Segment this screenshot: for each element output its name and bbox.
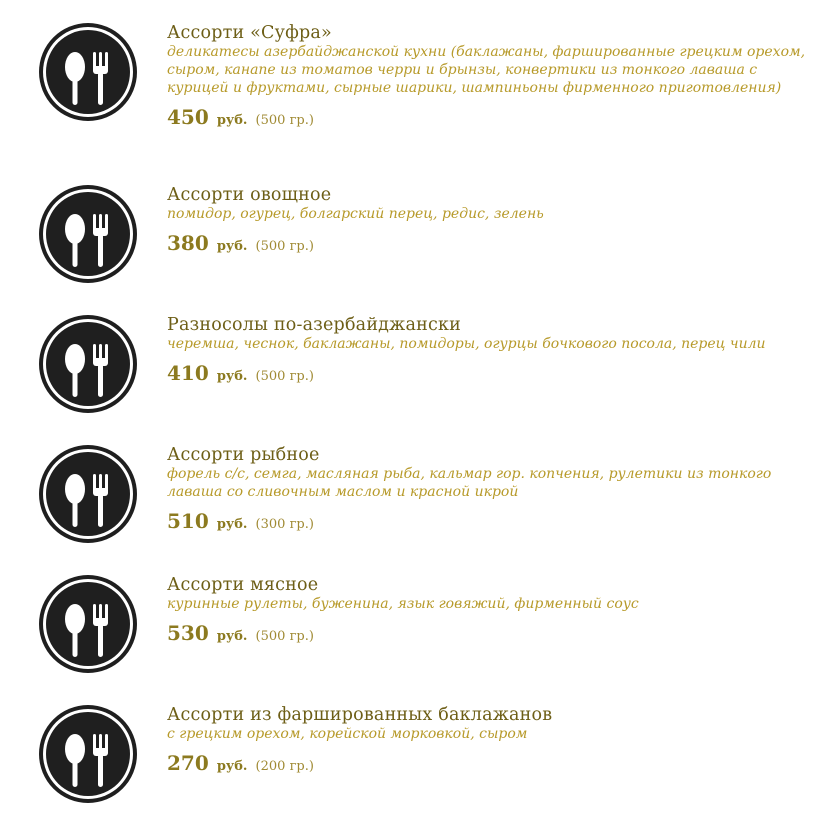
menu-item-title: Ассорти мясное: [167, 575, 319, 595]
price-weight: (300 гр.): [255, 517, 314, 532]
price-value: 450: [167, 105, 209, 129]
spoon-fork-icon: [38, 574, 138, 674]
menu-item-text: [167, 22, 807, 133]
price-weight: (500 гр.): [255, 629, 314, 644]
menu-item-text: [167, 574, 807, 649]
menu-item-title: Ассорти овощное: [167, 185, 332, 205]
price-value: 380: [167, 231, 209, 255]
price-currency: руб.: [216, 239, 248, 254]
menu-item-description: деликатесы азербайджанской кухни (баклажаны, фаршированные грецким орехом, сыром, канапе из томатов черри и брынзы, конвертики из тонкого лаваша с курицей и фруктами, сырные шарики, шампиньоны фирменного приготовления): [167, 44, 806, 96]
spoon-fork-icon: [38, 444, 138, 544]
menu-item-description: черемша, чеснок, баклажаны, помидоры, огурцы бочкового посола, перец чили: [167, 336, 766, 352]
price-value: 510: [167, 509, 209, 533]
spoon-fork-icon: [38, 704, 138, 804]
menu-item-text: [167, 444, 807, 537]
price-currency: руб.: [216, 629, 248, 644]
menu-item-price: [167, 509, 807, 537]
price-weight: (500 гр.): [255, 239, 314, 254]
menu-item-description: форель с/с, семга, масляная рыба, кальмар гор. копчения, рулетики из тонкого лаваша со сливочным маслом и красной икрой: [167, 466, 772, 500]
menu-item-text: [167, 704, 807, 779]
spoon-fork-icon: [38, 22, 138, 122]
spoon-fork-icon: [38, 314, 138, 414]
menu-item-description: с грецким орехом, корейской морковкой, сыром: [167, 726, 528, 742]
menu-item-title: Ассорти рыбное: [167, 445, 320, 465]
price-weight: (500 гр.): [255, 369, 314, 384]
menu-item-title: Ассорти «Суфра»: [167, 23, 332, 43]
menu-item-price: [167, 361, 807, 389]
menu-item-title: Ассорти из фаршированных баклажанов: [167, 705, 553, 725]
price-currency: руб.: [216, 759, 248, 774]
menu-item-price: [167, 231, 807, 259]
menu-item-description: куринные рулеты, буженина, язык говяжий, фирменный соус: [167, 596, 639, 612]
menu-item-price: [167, 751, 807, 779]
menu-item-text: [167, 314, 807, 389]
price-value: 410: [167, 361, 209, 385]
spoon-fork-icon: [38, 184, 138, 284]
menu-item-title: Разносолы по-азербайджански: [167, 315, 461, 335]
price-currency: руб.: [216, 517, 248, 532]
price-weight: (500 гр.): [255, 113, 314, 128]
price-weight: (200 гр.): [255, 759, 314, 774]
menu-item-price: [167, 621, 807, 649]
price-value: 270: [167, 751, 209, 775]
menu-item-price: [167, 105, 807, 133]
price-value: 530: [167, 621, 209, 645]
price-currency: руб.: [216, 113, 248, 128]
menu-item-text: [167, 184, 807, 259]
menu-item-description: помидор, огурец, болгарский перец, редис, зелень: [167, 206, 544, 222]
price-currency: руб.: [216, 369, 248, 384]
